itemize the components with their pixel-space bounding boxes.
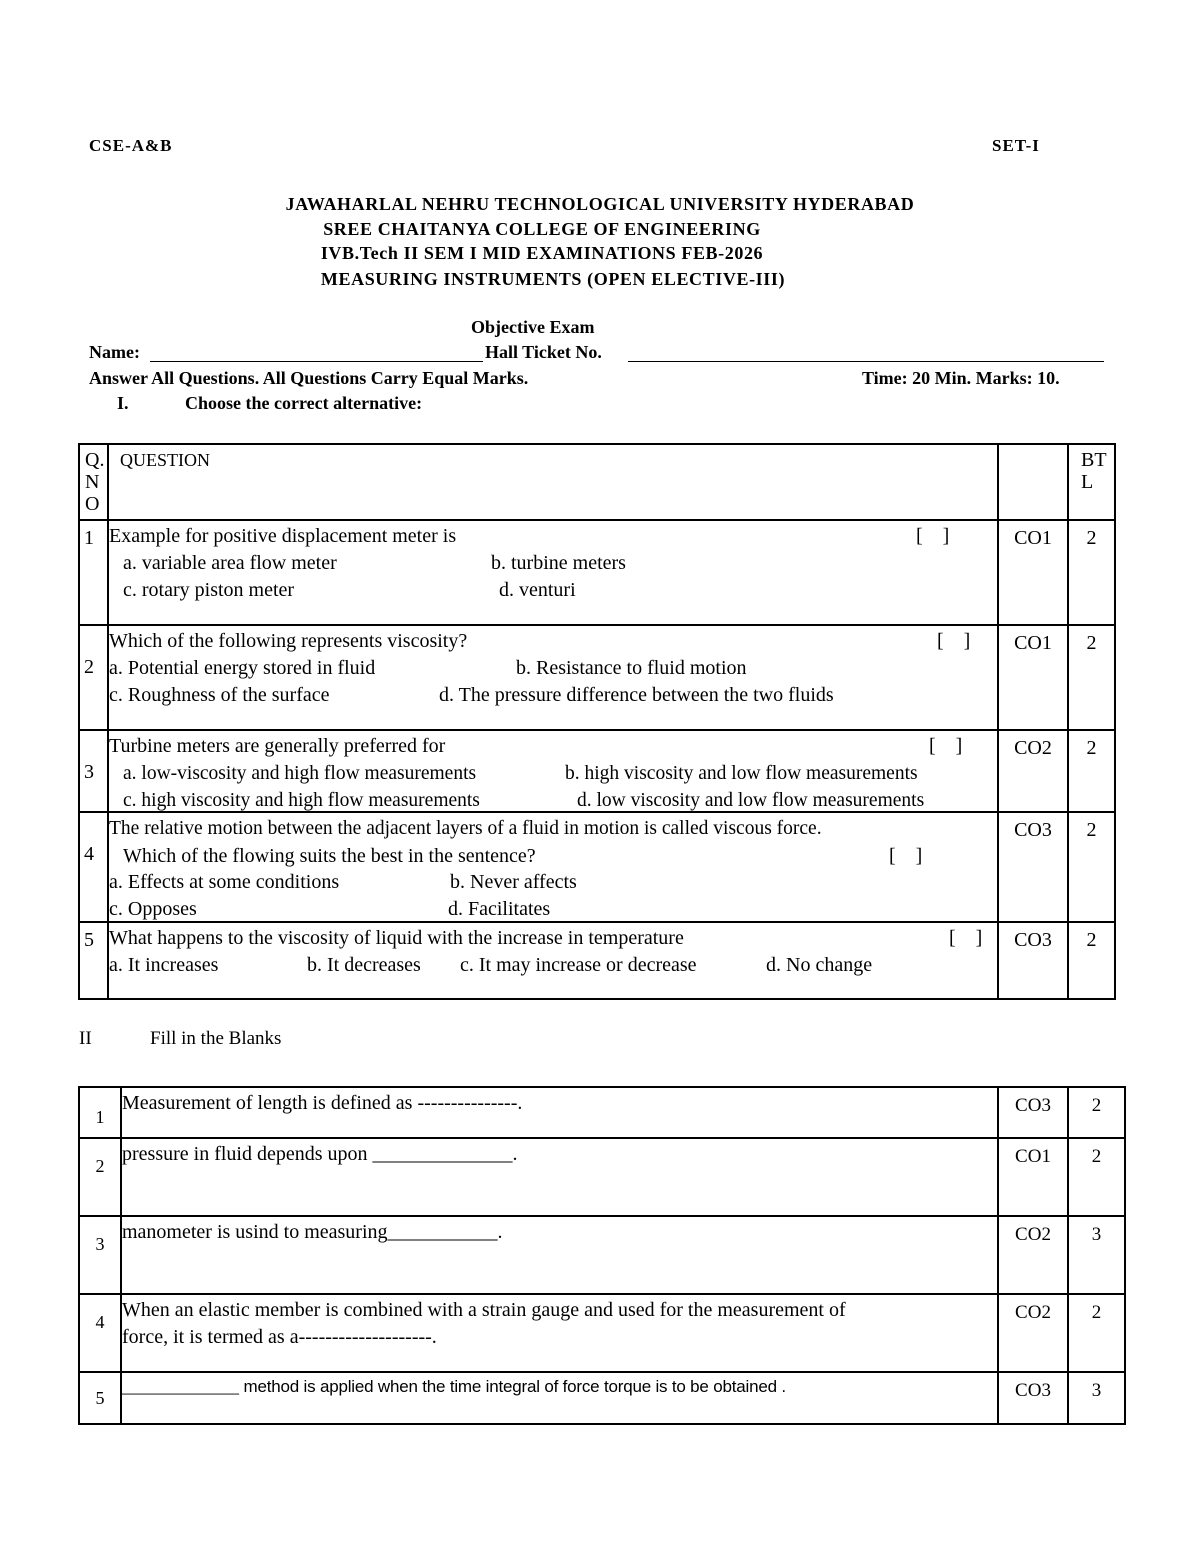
qno-header: Q. N O	[79, 444, 108, 520]
co-cell: CO3	[998, 1372, 1068, 1424]
question-number: 3	[79, 1216, 121, 1294]
btl-header: BT L	[1068, 444, 1115, 520]
table-row	[79, 812, 1115, 922]
hall-ticket-label: Hall Ticket No.	[485, 342, 602, 362]
table-row	[79, 1372, 1125, 1424]
question-number: 5	[79, 1372, 121, 1424]
question-text: Turbine meters are generally preferred for	[109, 735, 446, 757]
table-row	[79, 1138, 1125, 1216]
option-b: b. high viscosity and low flow measurements	[565, 763, 918, 784]
question-number: 4	[79, 1294, 121, 1372]
btl-cell: 2	[1068, 625, 1115, 730]
co-cell: CO3	[998, 922, 1068, 999]
option-b: b. Resistance to fluid motion	[516, 657, 747, 679]
question-text: Which of the following represents viscosity?	[109, 630, 468, 652]
instructions: Answer All Questions. All Questions Carry Equal Marks.	[89, 368, 529, 388]
option-a: a. Effects at some conditions	[109, 871, 340, 893]
question-number: 5	[79, 922, 108, 999]
btl-cell: 2	[1068, 520, 1115, 625]
objective-table	[78, 443, 1116, 1000]
class-label: CSE-A&B	[89, 136, 173, 155]
option-a: a. Potential energy stored in fluid	[109, 657, 376, 679]
name-label: Name:	[89, 342, 140, 362]
co-cell: CO1	[998, 1138, 1068, 1216]
question-number: 2	[79, 1138, 121, 1216]
question-number: 1	[79, 520, 108, 625]
option-d: d. low viscosity and low flow measurements	[577, 790, 925, 811]
table-header-row	[79, 444, 1115, 520]
question-number: 4	[79, 812, 108, 922]
co-cell: CO2	[998, 730, 1068, 812]
answer-bracket[interactable]: [ ]	[929, 735, 963, 757]
question-text: Measurement of length is defined as ---------------.	[121, 1087, 998, 1138]
question-header: QUESTION	[108, 444, 998, 520]
table-row	[79, 922, 1115, 999]
option-d: d. No change	[766, 954, 873, 976]
option-c: c. high viscosity and high flow measurements	[123, 790, 480, 811]
hall-ticket-field[interactable]	[628, 361, 1104, 362]
table-row	[79, 1294, 1125, 1372]
option-a: a. variable area flow meter	[123, 552, 337, 574]
question-text: manometer is usind to measuring___________.	[121, 1216, 998, 1294]
question-text: What happens to the viscosity of liquid with the increase in temperature	[109, 927, 684, 949]
option-c: c. Roughness of the surface	[109, 684, 330, 706]
option-d: d. The pressure difference between the two fluids	[439, 684, 834, 706]
question-text-line2: force, it is termed as a--------------------.	[122, 1326, 437, 1348]
co-header	[998, 444, 1068, 520]
option-b: b. It decreases	[307, 954, 421, 976]
exam-title: IVB.Tech II SEM I MID EXAMINATIONS FEB-2026	[320, 243, 764, 263]
answer-bracket[interactable]: [ ]	[937, 630, 971, 652]
co-cell: CO2	[998, 1294, 1068, 1372]
btl-cell: 3	[1068, 1372, 1125, 1424]
section2-title: Fill in the Blanks	[150, 1028, 282, 1049]
answer-bracket[interactable]: [ ]	[916, 525, 950, 547]
answer-bracket[interactable]: [ ]	[949, 927, 983, 949]
question-number: 2	[79, 625, 108, 730]
option-b: b. Never affects	[450, 871, 577, 893]
option-c: c. rotary piston meter	[123, 579, 295, 601]
question-text: pressure in fluid depends upon ______________.	[121, 1138, 998, 1216]
section1-number: I.	[117, 393, 129, 413]
btl-cell: 2	[1068, 922, 1115, 999]
btl-cell: 2	[1068, 812, 1115, 922]
btl-cell: 2	[1068, 1087, 1125, 1138]
co-cell: CO1	[998, 625, 1068, 730]
question-text: method is applied when the time integral of force torque is to be obtained .	[239, 1377, 786, 1396]
option-a: a. It increases	[109, 954, 219, 976]
option-a: a. low-viscosity and high flow measurements	[123, 763, 477, 784]
university-name: JAWAHARLAL NEHRU TECHNOLOGICAL UNIVERSITY HYDERABAD	[285, 194, 915, 214]
college-name: SREE CHAITANYA COLLEGE OF ENGINEERING	[323, 219, 761, 239]
exam-type: Objective Exam	[471, 317, 595, 337]
fill-blanks-table	[78, 1086, 1126, 1425]
question-number: 3	[79, 730, 108, 812]
option-d: d. venturi	[499, 579, 576, 601]
option-c: c. Opposes	[109, 898, 197, 920]
answer-blank[interactable]: _____________	[122, 1376, 239, 1396]
btl-cell: 2	[1068, 1294, 1125, 1372]
section2-number: II	[79, 1028, 92, 1049]
table-row	[79, 1216, 1125, 1294]
set-label: SET-I	[992, 136, 1040, 155]
option-c: c. It may increase or decrease	[460, 954, 697, 976]
section1-title: Choose the correct alternative:	[185, 393, 423, 413]
co-cell: CO1	[998, 520, 1068, 625]
question-text-line2: Which of the flowing suits the best in the sentence?	[123, 845, 536, 867]
btl-cell: 3	[1068, 1216, 1125, 1294]
answer-bracket[interactable]: [ ]	[889, 845, 923, 867]
btl-cell: 2	[1068, 730, 1115, 812]
table-row	[79, 520, 1115, 625]
option-b: b. turbine meters	[491, 552, 626, 574]
co-cell: CO2	[998, 1216, 1068, 1294]
subject-title: MEASURING INSTRUMENTS (OPEN ELECTIVE-III)	[320, 269, 786, 289]
question-number: 1	[79, 1087, 121, 1138]
btl-cell: 2	[1068, 1138, 1125, 1216]
time-marks: Time: 20 Min. Marks: 10.	[862, 368, 1060, 388]
table-row	[79, 625, 1115, 730]
question-text: The relative motion between the adjacent layers of a fluid in motion is called viscous force.	[109, 818, 822, 839]
co-cell: CO3	[998, 1087, 1068, 1138]
table-row	[79, 730, 1115, 812]
question-text: Example for positive displacement meter is	[109, 525, 457, 547]
co-cell: CO3	[998, 812, 1068, 922]
name-field[interactable]	[150, 361, 483, 362]
table-row	[79, 1087, 1125, 1138]
option-d: d. Facilitates	[448, 898, 551, 920]
question-text: When an elastic member is combined with a strain gauge and used for the measurement of	[122, 1299, 846, 1321]
